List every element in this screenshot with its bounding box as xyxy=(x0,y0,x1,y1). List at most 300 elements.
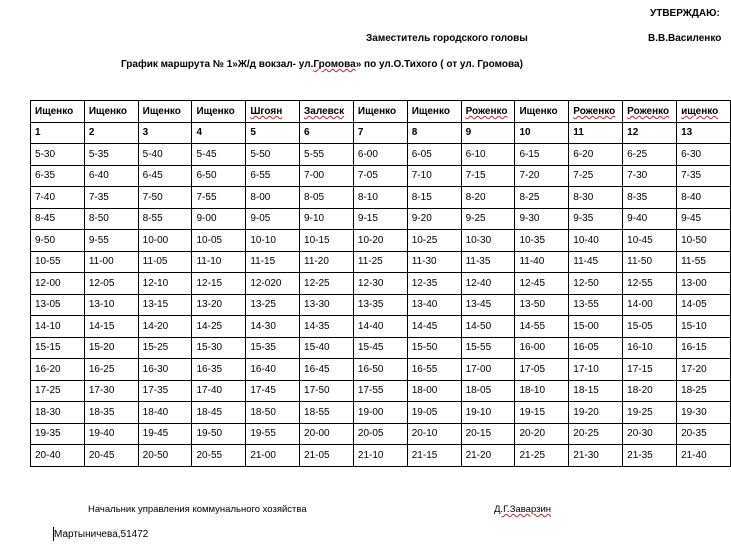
table-cell xyxy=(31,101,85,123)
title-part-2: » по ул.О.Тихого ( от ул. Громова) xyxy=(355,59,523,70)
cell-text: 21-05 xyxy=(304,449,330,461)
cell-text: 17-05 xyxy=(519,363,546,375)
table-cell xyxy=(353,230,407,252)
cell-text: 19-50 xyxy=(196,428,223,440)
cell-text: 17-20 xyxy=(681,363,707,375)
table-cell xyxy=(623,294,677,316)
cell-text: 20-35 xyxy=(681,428,707,440)
cell-text: 9 xyxy=(465,127,472,139)
cell-text: 13-30 xyxy=(304,299,330,311)
cell-text: 9-25 xyxy=(465,213,486,225)
table-cell xyxy=(569,122,623,144)
table-cell xyxy=(31,402,85,424)
table-cell xyxy=(407,208,461,230)
table-cell xyxy=(677,359,731,381)
title-part-1: График маршрута № 1»Ж/д вокзал- ул. xyxy=(121,59,314,70)
table-cell xyxy=(84,230,138,252)
table-row xyxy=(31,230,731,252)
table-cell xyxy=(677,273,731,295)
table-cell xyxy=(84,251,138,273)
cell-text: 18-05 xyxy=(465,385,492,397)
table-cell xyxy=(515,273,569,295)
cell-text: 6 xyxy=(304,127,310,139)
cell-text: 11-00 xyxy=(88,256,114,268)
table-cell xyxy=(192,273,246,295)
table-cell xyxy=(192,359,246,381)
driver-row xyxy=(31,101,731,123)
table-cell xyxy=(623,445,677,467)
cell-text: 19-00 xyxy=(357,406,384,418)
cell-text: 5-50 xyxy=(250,148,271,160)
table-cell xyxy=(515,165,569,187)
cell-text: 10-15 xyxy=(304,234,330,246)
table-cell xyxy=(353,208,407,230)
cell-text: 15-45 xyxy=(357,342,384,354)
table-cell xyxy=(138,251,192,273)
cell-text: 9-35 xyxy=(573,213,594,225)
table-cell xyxy=(407,165,461,187)
table-cell xyxy=(515,101,569,123)
cell-text: Залевск xyxy=(304,105,345,117)
table-cell xyxy=(246,230,300,252)
table-cell xyxy=(246,359,300,381)
cell-text: 18-25 xyxy=(681,385,707,397)
cell-text: 12 xyxy=(627,127,639,139)
table-cell xyxy=(31,230,85,252)
table-cell xyxy=(246,337,300,359)
table-cell xyxy=(677,337,731,359)
schedule-table xyxy=(30,100,731,467)
table-cell xyxy=(407,445,461,467)
table-cell xyxy=(569,423,623,445)
table-cell xyxy=(31,316,85,338)
table-cell xyxy=(31,445,85,467)
cell-text: 18-10 xyxy=(519,385,546,397)
table-cell xyxy=(192,337,246,359)
table-cell xyxy=(461,230,515,252)
cell-text: 9-10 xyxy=(304,213,325,225)
table-cell xyxy=(461,208,515,230)
cell-text: 14-40 xyxy=(357,320,384,332)
table-cell xyxy=(407,359,461,381)
cell-text: 15-25 xyxy=(142,342,169,354)
table-row xyxy=(31,380,731,402)
table-cell xyxy=(353,294,407,316)
cell-text: 20-55 xyxy=(196,449,223,461)
table-cell xyxy=(246,187,300,209)
table-cell xyxy=(407,402,461,424)
table-cell xyxy=(138,445,192,467)
table-cell xyxy=(677,445,731,467)
table-cell xyxy=(353,402,407,424)
table-cell xyxy=(515,337,569,359)
cell-text: 14-55 xyxy=(519,320,546,332)
cell-text: 12-35 xyxy=(411,277,438,289)
cell-text: 6-40 xyxy=(88,170,109,182)
chief-name-text: Д.Г.Заварзин xyxy=(494,504,552,515)
cell-text: 11-05 xyxy=(142,256,168,268)
table-cell xyxy=(569,445,623,467)
table-cell xyxy=(192,101,246,123)
table-cell xyxy=(192,144,246,166)
table-row xyxy=(31,144,731,166)
cell-text: 11-35 xyxy=(465,256,491,268)
cell-text: 19-55 xyxy=(250,428,276,440)
table-cell xyxy=(31,122,85,144)
cell-text: Ищенко xyxy=(357,105,397,117)
table-cell xyxy=(623,380,677,402)
cell-text: 11-50 xyxy=(627,256,653,268)
cell-text: 12-10 xyxy=(142,277,169,289)
table-cell xyxy=(138,294,192,316)
cell-text: 19-05 xyxy=(411,406,438,418)
cell-text: 5 xyxy=(250,127,256,139)
cell-text: 20-40 xyxy=(35,449,61,461)
cell-text: 21-20 xyxy=(465,449,492,461)
cell-text: 13-05 xyxy=(35,299,61,311)
cell-text: 11-30 xyxy=(411,256,437,268)
cell-text: Шгоян xyxy=(250,105,283,117)
table-cell xyxy=(407,273,461,295)
table-cell xyxy=(31,359,85,381)
table-cell xyxy=(677,423,731,445)
table-cell xyxy=(192,294,246,316)
cell-text: 15-55 xyxy=(465,342,492,354)
table-cell xyxy=(515,208,569,230)
table-cell xyxy=(623,230,677,252)
cell-text: 7-20 xyxy=(519,170,540,182)
cell-text: 7-00 xyxy=(304,170,325,182)
cell-text: 18-35 xyxy=(88,406,115,418)
cell-text: 18-15 xyxy=(573,385,599,397)
table-cell xyxy=(677,294,731,316)
cell-text: 16-25 xyxy=(88,363,115,375)
cell-text: 5-30 xyxy=(35,148,56,160)
table-row xyxy=(31,337,731,359)
table-cell xyxy=(138,165,192,187)
cell-text: 9-00 xyxy=(196,213,217,225)
cell-text: 13 xyxy=(681,127,693,139)
approve-label: УТВЕРЖДАЮ: xyxy=(650,8,720,19)
table-cell xyxy=(300,402,354,424)
cell-text: Ищенко xyxy=(519,105,558,117)
cell-text: 12-55 xyxy=(627,277,653,289)
table-cell xyxy=(138,359,192,381)
chief-title: Начальник управления коммунального хозяйства xyxy=(88,504,307,515)
cell-text: 20-05 xyxy=(357,428,384,440)
cell-text: 6-10 xyxy=(465,148,486,160)
table-cell xyxy=(353,423,407,445)
cell-text: 12-50 xyxy=(573,277,599,289)
cell-text: 15-20 xyxy=(88,342,115,354)
table-row xyxy=(31,187,731,209)
table-cell xyxy=(461,273,515,295)
cell-text: 21-00 xyxy=(250,449,276,461)
cell-text: 16-50 xyxy=(357,363,384,375)
table-cell xyxy=(192,208,246,230)
table-cell xyxy=(461,187,515,209)
cell-text: 12-00 xyxy=(35,277,61,289)
table-cell xyxy=(515,251,569,273)
table-cell xyxy=(461,122,515,144)
cell-text: 8-20 xyxy=(465,191,486,203)
table-cell xyxy=(300,294,354,316)
table-cell xyxy=(192,230,246,252)
table-cell xyxy=(623,273,677,295)
table-row xyxy=(31,165,731,187)
table-cell xyxy=(246,144,300,166)
cell-text: 11-40 xyxy=(519,256,545,268)
cell-text: 7-50 xyxy=(142,191,163,203)
table-cell xyxy=(677,122,731,144)
table-cell xyxy=(569,230,623,252)
cell-text: 7-55 xyxy=(196,191,217,203)
table-cell xyxy=(461,337,515,359)
cell-text: 13-15 xyxy=(142,299,169,311)
cell-text: 10-05 xyxy=(196,234,223,246)
cell-text: 21-40 xyxy=(681,449,707,461)
cell-text: 15-00 xyxy=(573,320,599,332)
table-cell xyxy=(461,165,515,187)
table-cell xyxy=(246,251,300,273)
table-cell xyxy=(353,251,407,273)
table-cell xyxy=(515,359,569,381)
cell-text: 12-020 xyxy=(250,277,282,289)
cell-text: 13-00 xyxy=(681,277,707,289)
table-cell xyxy=(569,294,623,316)
table-cell xyxy=(515,230,569,252)
cell-text: 20-50 xyxy=(142,449,169,461)
cell-text: Ищенко xyxy=(88,105,128,117)
cell-text: 8-05 xyxy=(304,191,325,203)
table-cell xyxy=(353,101,407,123)
cell-text: 8-35 xyxy=(627,191,648,203)
cell-text: 12-25 xyxy=(304,277,330,289)
table-cell xyxy=(353,165,407,187)
table-cell xyxy=(31,423,85,445)
table-cell xyxy=(192,251,246,273)
cell-text: 12-05 xyxy=(88,277,115,289)
table-cell xyxy=(138,380,192,402)
cell-text: 13-20 xyxy=(196,299,223,311)
table-cell xyxy=(353,187,407,209)
cell-text: 10-30 xyxy=(465,234,492,246)
table-cell xyxy=(192,380,246,402)
cell-text: 17-35 xyxy=(142,385,169,397)
cell-text: 19-20 xyxy=(573,406,599,418)
cell-text: 13-55 xyxy=(573,299,599,311)
table-cell xyxy=(677,380,731,402)
cell-text: 8-55 xyxy=(142,213,163,225)
cell-text: 13-35 xyxy=(357,299,384,311)
table-cell xyxy=(138,230,192,252)
table-cell xyxy=(138,101,192,123)
table-cell xyxy=(569,402,623,424)
table-cell xyxy=(138,273,192,295)
contact-note: Мартыничева,51472 xyxy=(54,529,149,540)
cell-text: 10-40 xyxy=(573,234,599,246)
table-cell xyxy=(138,337,192,359)
table-cell xyxy=(569,380,623,402)
cell-text: 17-10 xyxy=(573,363,599,375)
cell-text: 4 xyxy=(196,127,203,139)
table-cell xyxy=(353,380,407,402)
cell-text: 20-15 xyxy=(465,428,492,440)
table-cell xyxy=(138,402,192,424)
cell-text: 10-10 xyxy=(250,234,276,246)
table-cell xyxy=(515,423,569,445)
table-cell xyxy=(84,187,138,209)
cell-text: 15-50 xyxy=(411,342,438,354)
table-cell xyxy=(461,380,515,402)
cell-text: 7-35 xyxy=(88,191,109,203)
table-cell xyxy=(407,144,461,166)
table-cell xyxy=(84,208,138,230)
cell-text: 20-25 xyxy=(573,428,599,440)
table-row xyxy=(31,423,731,445)
table-cell xyxy=(353,359,407,381)
table-cell xyxy=(515,187,569,209)
cell-text: 8 xyxy=(411,127,418,139)
table-cell xyxy=(515,316,569,338)
table-row xyxy=(31,273,731,295)
table-cell xyxy=(677,230,731,252)
mayor-name: В.В.Василенко xyxy=(648,33,722,44)
cell-text: 10-20 xyxy=(357,234,384,246)
cell-text: 8-45 xyxy=(35,213,56,225)
cell-text: 13-50 xyxy=(519,299,546,311)
table-cell xyxy=(407,316,461,338)
cell-text: 21-35 xyxy=(627,449,653,461)
table-row xyxy=(31,402,731,424)
table-cell xyxy=(192,402,246,424)
table-cell xyxy=(461,423,515,445)
deputy-title: Заместитель городского головы xyxy=(366,33,528,44)
cell-text: 14-00 xyxy=(627,299,653,311)
cell-text: 18-00 xyxy=(411,385,438,397)
cell-text: 17-55 xyxy=(357,385,384,397)
table-cell xyxy=(623,187,677,209)
cell-text: 18-50 xyxy=(250,406,276,418)
cell-text: 16-55 xyxy=(411,363,438,375)
cell-text: 10-25 xyxy=(411,234,438,246)
table-cell xyxy=(353,122,407,144)
table-cell xyxy=(461,445,515,467)
cell-text: 19-40 xyxy=(88,428,115,440)
cell-text: 15-15 xyxy=(35,342,61,354)
table-cell xyxy=(84,337,138,359)
table-cell xyxy=(569,337,623,359)
cell-text: 16-30 xyxy=(142,363,169,375)
table-cell xyxy=(84,359,138,381)
cell-text: 10-35 xyxy=(519,234,546,246)
table-cell xyxy=(407,122,461,144)
cell-text: 9-40 xyxy=(627,213,648,225)
cell-text: 8-40 xyxy=(681,191,702,203)
table-cell xyxy=(461,402,515,424)
cell-text: 15-40 xyxy=(304,342,330,354)
table-cell xyxy=(461,359,515,381)
table-cell xyxy=(300,273,354,295)
table-cell xyxy=(246,165,300,187)
table-cell xyxy=(407,230,461,252)
cell-text: 13-40 xyxy=(411,299,438,311)
table-cell xyxy=(246,208,300,230)
table-cell xyxy=(353,273,407,295)
cell-text: 1 xyxy=(35,127,41,139)
table-row xyxy=(31,294,731,316)
table-cell xyxy=(623,165,677,187)
table-cell xyxy=(569,208,623,230)
cell-text: 11 xyxy=(573,127,584,139)
cell-text: 21-25 xyxy=(519,449,546,461)
table-cell xyxy=(31,144,85,166)
cell-text: 8-30 xyxy=(573,191,594,203)
table-cell xyxy=(246,445,300,467)
table-cell xyxy=(192,445,246,467)
cell-text: 13-25 xyxy=(250,299,276,311)
cell-text: Роженко xyxy=(627,105,670,117)
cell-text: 8-00 xyxy=(250,191,271,203)
table-cell xyxy=(31,380,85,402)
table-cell xyxy=(300,208,354,230)
cell-text: 11-15 xyxy=(250,256,276,268)
cell-text: 18-30 xyxy=(35,406,61,418)
table-row xyxy=(31,359,731,381)
cell-text: 3 xyxy=(142,127,149,139)
cell-text: 21-10 xyxy=(357,449,384,461)
table-cell xyxy=(353,316,407,338)
cell-text: 9-55 xyxy=(88,234,109,246)
table-cell xyxy=(569,187,623,209)
cell-text: 20-45 xyxy=(88,449,115,461)
table-cell xyxy=(192,423,246,445)
cell-text: 6-20 xyxy=(573,148,594,160)
cell-text: 8-10 xyxy=(357,191,378,203)
table-cell xyxy=(246,101,300,123)
table-cell xyxy=(569,316,623,338)
cell-text: 2 xyxy=(88,127,95,139)
table-cell xyxy=(246,423,300,445)
table-cell xyxy=(677,165,731,187)
table-cell xyxy=(407,187,461,209)
cell-text: 7-30 xyxy=(627,170,648,182)
table-cell xyxy=(246,380,300,402)
cell-text: 19-10 xyxy=(465,406,492,418)
cell-text: 14-15 xyxy=(88,320,115,332)
cell-text: 10-45 xyxy=(627,234,653,246)
cell-text: 7-10 xyxy=(411,170,432,182)
cell-text: 17-30 xyxy=(88,385,115,397)
table-cell xyxy=(300,165,354,187)
table-cell xyxy=(569,273,623,295)
table-cell xyxy=(138,423,192,445)
cell-text: 17-45 xyxy=(250,385,276,397)
table-cell xyxy=(353,337,407,359)
table-cell xyxy=(300,359,354,381)
table-cell xyxy=(515,445,569,467)
cell-text: 20-10 xyxy=(411,428,438,440)
table-row xyxy=(31,316,731,338)
table-cell xyxy=(677,101,731,123)
cell-text: 8-50 xyxy=(88,213,109,225)
cell-text: 16-10 xyxy=(627,342,653,354)
table-cell xyxy=(623,402,677,424)
table-cell xyxy=(623,423,677,445)
table-cell xyxy=(84,445,138,467)
table-cell xyxy=(623,316,677,338)
table-cell xyxy=(192,122,246,144)
